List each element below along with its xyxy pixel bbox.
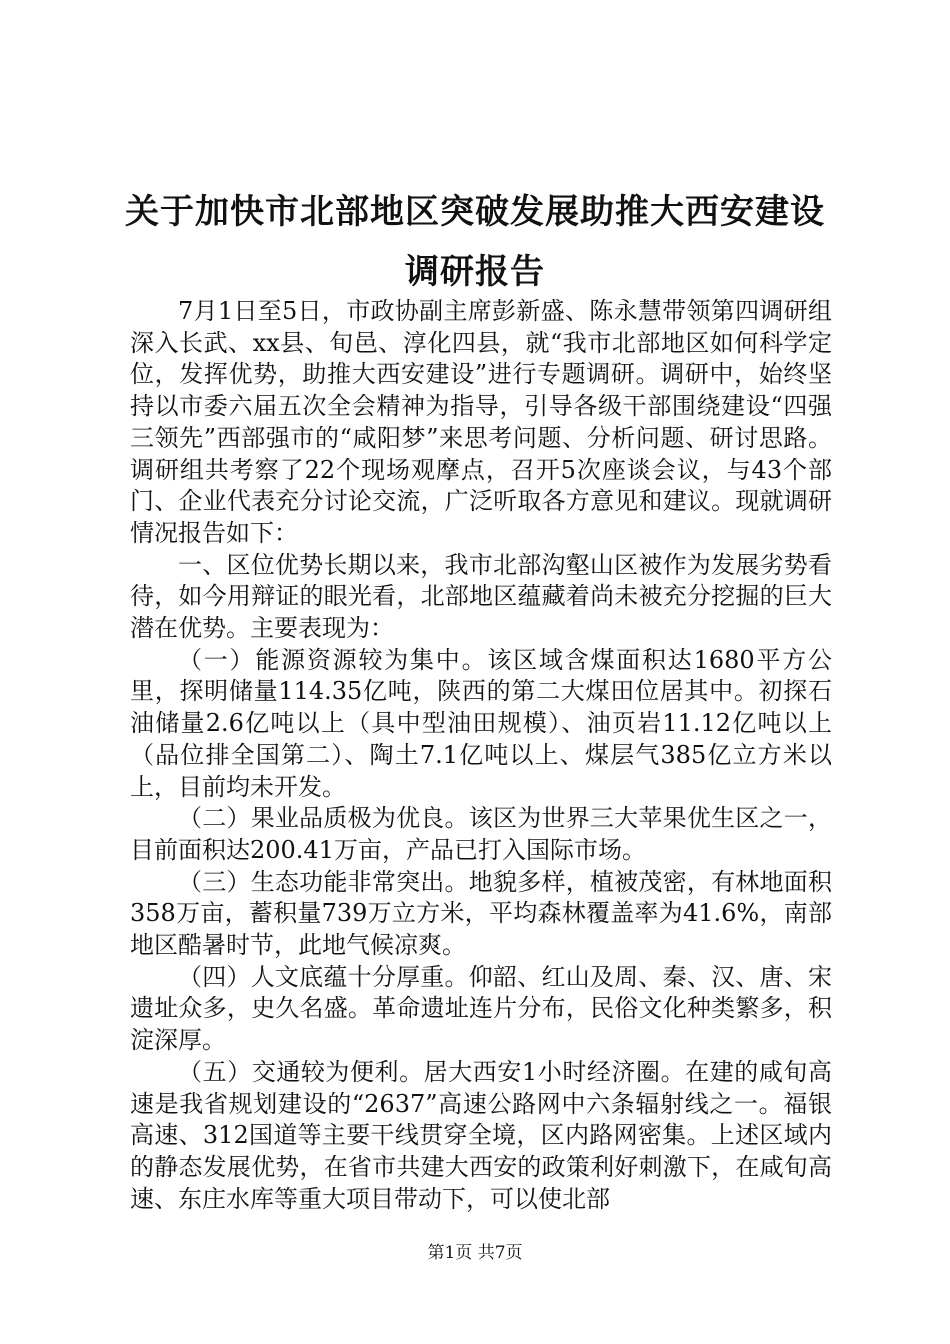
document-body bbox=[130, 296, 832, 1215]
paragraph-transport: （五）交通较为便利。居大西安1小时经济圈。在建的咸旬高速是我省规划建设的“2637”高速公路网中六条辐射线之一。福银高速、312国道等主要干线贯穿全境，区内路网密集。上述区域内的静态发展优势，在省市共建大西安的政策利好刺激下，在咸旬高速、东庄水库等重大项目带动下，可以使北部 bbox=[130, 1057, 832, 1213]
paragraph-section-1: 一、区位优势长期以来，我市北部沟壑山区被作为发展劣势看待，如今用辩证的眼光看，北部地区蕴藏着尚未被充分挖掘的巨大潜在优势。主要表现为： bbox=[130, 550, 832, 643]
document-title-line-2: 调研报告 bbox=[405, 252, 545, 292]
paragraph-culture: （四）人文底蕴十分厚重。仰韶、红山及周、秦、汉、唐、宋遗址众多，史久名盛。革命遗址连片分布，民俗文化种类繁多，积淀深厚。 bbox=[130, 962, 832, 1055]
paragraph-ecology: （三）生态功能非常突出。地貌多样，植被茂密，有林地面积358万亩，蓄积量739万立方米，平均森林覆盖率为41.6%，南部地区酷暑时节，此地气候凉爽。 bbox=[130, 867, 832, 960]
page-number-footer: 第1页 共7页 bbox=[427, 1243, 523, 1263]
paragraph-energy: （一）能源资源较为集中。该区域含煤面积达1680平方公里，探明储量114.35亿吨，陕西的第二大煤田位居其中。初探石油储量2.6亿吨以上（具中型油田规模）、油页岩11.12亿吨以上（品位排全国第二）、陶土7.1亿吨以上、煤层气385亿立方米以上，目前均未开发。 bbox=[130, 645, 832, 801]
paragraph-intro: 7月1日至5日，市政协副主席彭新盛、陈永慧带领第四调研组深入长武、xx县、旬邑、淳化四县，就“我市北部地区如何科学定位，发挥优势，助推大西安建设”进行专题调研。调研中，始终坚持以市委六届五次全会精神为指导，引导各级干部围绕建设“四强三领先”西部强市的“咸阳梦”来思考问题、分析问题、研讨思路。调研组共考察了22个现场观摩点，召开5次座谈会议，与43个部门、企业代表充分讨论交流，广泛听取各方意见和建议。现就调研情况报告如下： bbox=[130, 297, 832, 547]
paragraph-fruit: （二）果业品质极为优良。该区为世界三大苹果优生区之一，目前面积达200.41万亩，产品已打入国际市场。 bbox=[130, 804, 832, 864]
document-title-line-1: 关于加快市北部地区突破发展助推大西安建设 bbox=[125, 192, 825, 232]
